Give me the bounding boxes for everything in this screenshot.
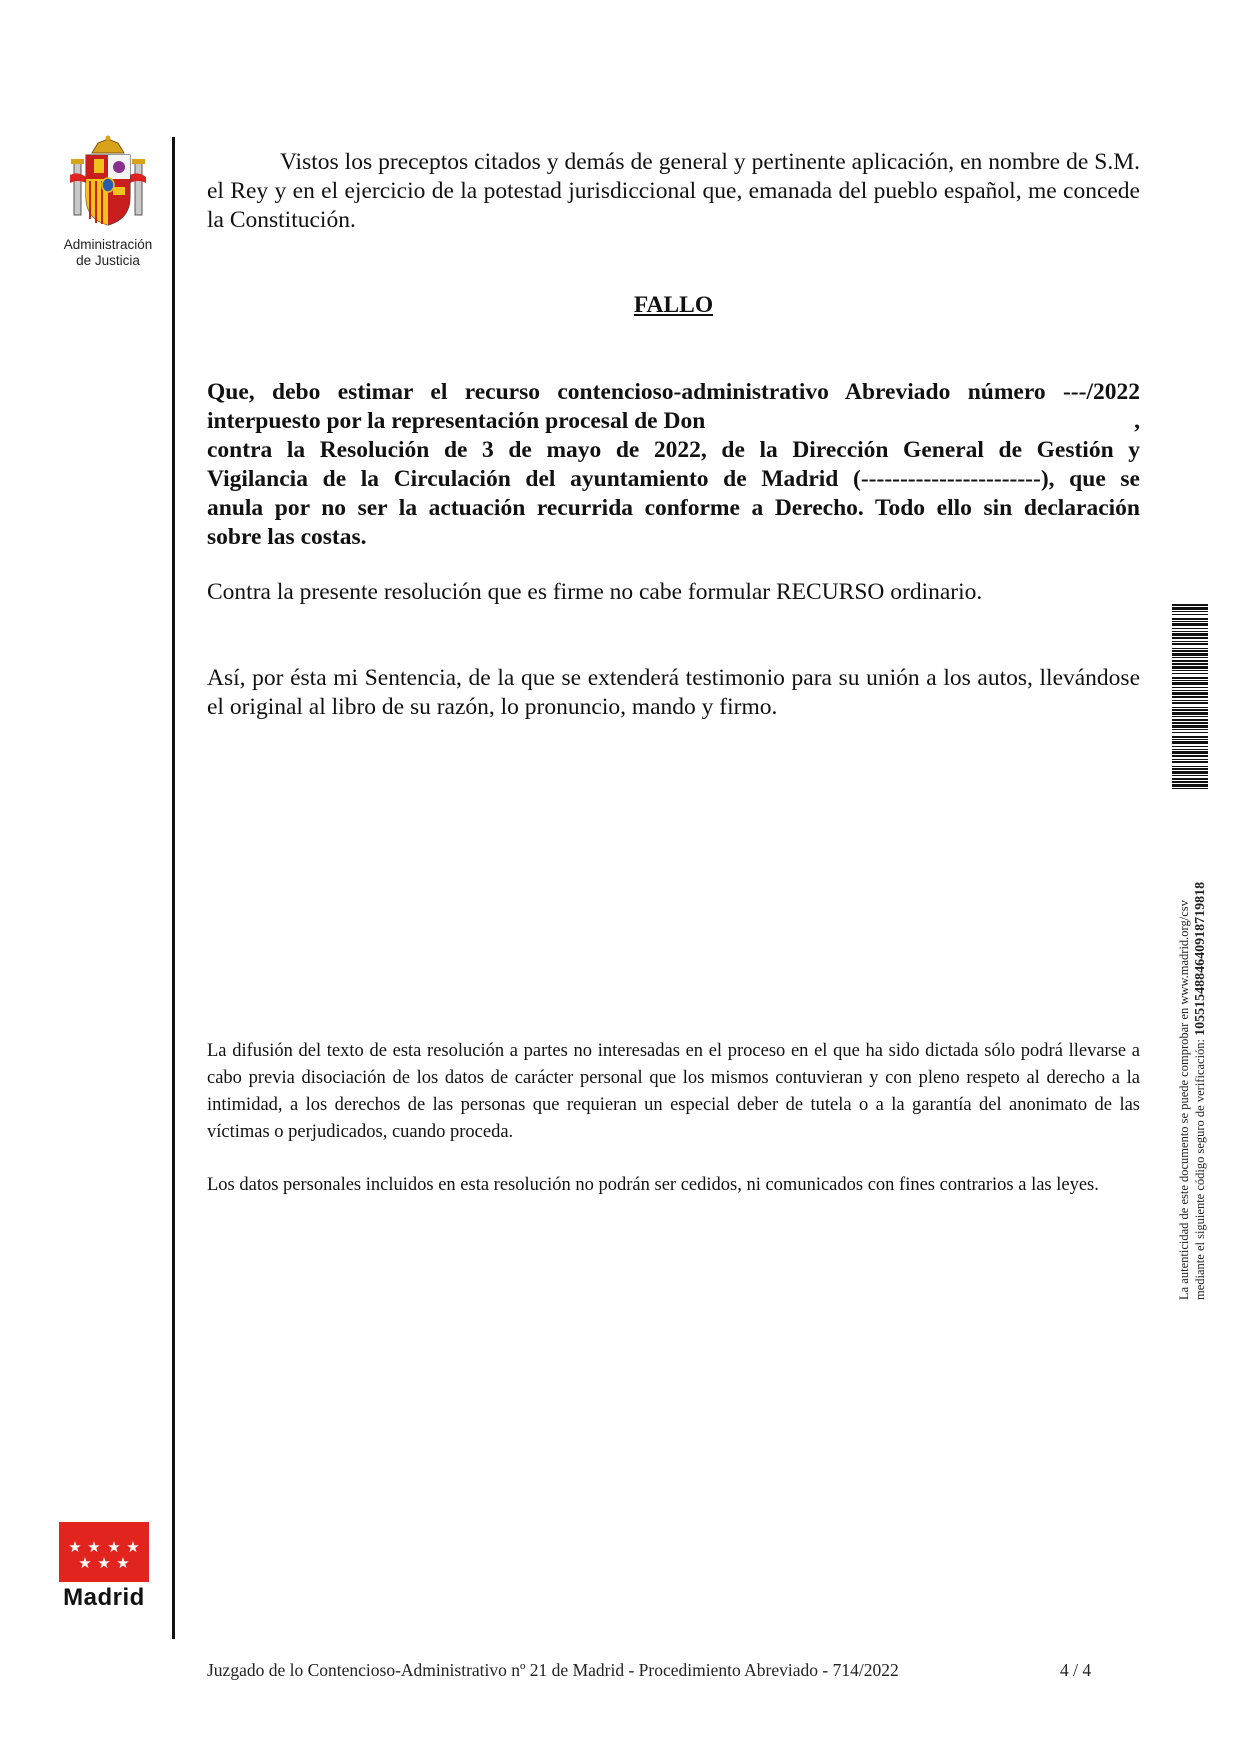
barcode-bar [1172,696,1208,698]
barcode-bar [1172,736,1208,738]
sidebar-divider [172,137,175,1639]
barcode-bar [1172,643,1208,645]
barcode-bar [1172,749,1208,750]
barcode-bar [1172,751,1208,754]
crest-label-line2: de Justicia [76,253,140,268]
barcode-bar [1172,628,1208,629]
barcode-bar [1172,607,1208,610]
barcode-bar [1172,709,1208,711]
barcode-bar [1172,663,1208,665]
madrid-flag-icon [59,1522,149,1582]
barcode-bar [1172,673,1208,674]
svg-text:★: ★ [78,1554,92,1572]
barcode-bar [1172,732,1208,733]
verdict-line-2-comma: , [1134,408,1140,434]
verdict-line-4: Vigilancia de la Circulación del ayuntamiento de Madrid (-----------------------), que se [207,466,1140,492]
barcode-bar [1172,657,1208,658]
barcode-bar [1172,759,1208,760]
crest-label-line1: Administración [63,237,153,252]
barcode-bar [1172,771,1208,774]
barcode-bar [1172,729,1208,730]
barcode-bar [1172,746,1208,747]
barcode-bar [1172,712,1208,715]
barcode-bar [1172,666,1208,669]
footer-court: Juzgado de lo Contencioso-Administrativo nº 21 de Madrid - Procedimiento Abreviado - 714/2022 [207,1660,899,1680]
barcode-bar [1172,761,1208,763]
barcode-bar [1172,687,1208,688]
madrid-logo [58,1522,150,1612]
barcode-bar [1172,755,1208,757]
barcode-bar [1172,614,1208,615]
barcode-bar [1172,621,1208,622]
barcode-bar [1172,637,1208,639]
barcode-bar [1172,677,1208,679]
verdict-line-6: sobre las costas. [207,524,367,550]
intro-paragraph [207,148,1140,235]
svg-text:★: ★ [68,1538,82,1556]
sentencia-paragraph: Así, por ésta mi Sentencia, de la que se extenderá testimonio para su unión a los autos, llevándose el original al libro de su razón, lo pronuncio, mando y firmo. [207,665,1140,720]
barcode-bar [1172,707,1208,708]
svg-text:★: ★ [107,1538,121,1556]
page-number: 4 / 4 [1060,1660,1092,1680]
svg-text:★: ★ [87,1538,101,1556]
barcode-icon [1172,604,1208,790]
barcode-bar [1172,690,1208,691]
coat-of-arms [58,135,158,275]
barcode-bar [1172,741,1208,744]
barcode-bar [1172,648,1208,649]
barcode-bar [1172,775,1208,776]
svg-text:★: ★ [97,1554,111,1572]
barcode-bar [1172,716,1208,717]
barcode-bar [1172,722,1208,724]
verdict-line-2-text: interpuesto por la representación procesal de Don [207,408,706,434]
barcode-bar [1172,641,1208,642]
barcode-bar [1172,680,1208,681]
barcode-bar [1172,725,1208,728]
intro-text: Vistos los preceptos citados y demás de general y pertinente aplicación, en nombre de S.M. el Rey y en el ejercicio de la potestad jurisdiccional que, emanada del pueblo español, me concede la Constitución. [207,149,1140,233]
barcode-bar [1172,739,1208,740]
svg-text:★: ★ [116,1554,130,1572]
verification-line-2-text: mediante el siguiente código seguro de verificación: [1193,1038,1207,1300]
barcode-bar [1172,719,1208,721]
verification-text [1176,780,1216,1300]
barcode-bar [1172,604,1208,606]
verification-line-2 [1192,780,1209,1300]
verdict-line-5: anula por no ser la actuación recurrida conforme a Derecho. Todo ello sin declaración [207,495,1140,521]
barcode-bar [1172,682,1208,685]
barcode-bar [1172,670,1208,671]
fallo-heading: FALLO [633,292,714,318]
coat-of-arms-icon [68,135,148,235]
barcode-bar [1172,618,1208,620]
barcode-bar [1172,700,1208,701]
barcode-bar [1172,702,1208,704]
barcode-bar [1172,631,1208,632]
barcode-bar [1172,768,1208,770]
barcode-bar [1172,692,1208,695]
barcode-bar [1172,653,1208,656]
verdict-line-1: Que, debo estimar el recurso contencioso-administrativo Abreviado número ---/2022 [207,379,1140,405]
verification-code: 1055154884640918719818 [1193,881,1208,1036]
recurso-paragraph: Contra la presente resolución que es firme no cabe formular RECURSO ordinario. [207,579,983,605]
verdict-line-3: contra la Resolución de 3 de mayo de 2022, de la Dirección General de Gestión y [207,437,1140,463]
verdict-paragraph [207,378,1140,552]
barcode-bar [1172,633,1208,636]
verdict-line-2 [207,407,1140,436]
barcode-bar [1172,611,1208,612]
svg-text:★: ★ [126,1538,140,1556]
barcode-bar [1172,623,1208,626]
privacy-notice: La difusión del texto de esta resolución a partes no interesadas en el proceso en el que ha sido dictada sólo podrá llevarse a cabo previa disociación de los datos de carácter personal que los mismos contuvieran y con pleno respeto al derecho a la intimidad, a los derechos de las personas que requieran un especial deber de tutela o a la garantía del anonimato de las víctimas o perjudicados, cuando proceda. [207,1041,1140,1142]
verification-line-1: La autenticidad de este documento se puede comprobar en www.madrid.org/csv [1177,900,1191,1300]
barcode-bar [1172,650,1208,652]
madrid-logo-text: Madrid [63,1584,145,1611]
barcode-bar [1172,660,1208,662]
data-notice: Los datos personales incluidos en esta resolución no podrán ser cedidos, ni comunicados con fines contrarios a las leyes. [207,1175,1099,1195]
barcode-bar [1172,766,1208,767]
